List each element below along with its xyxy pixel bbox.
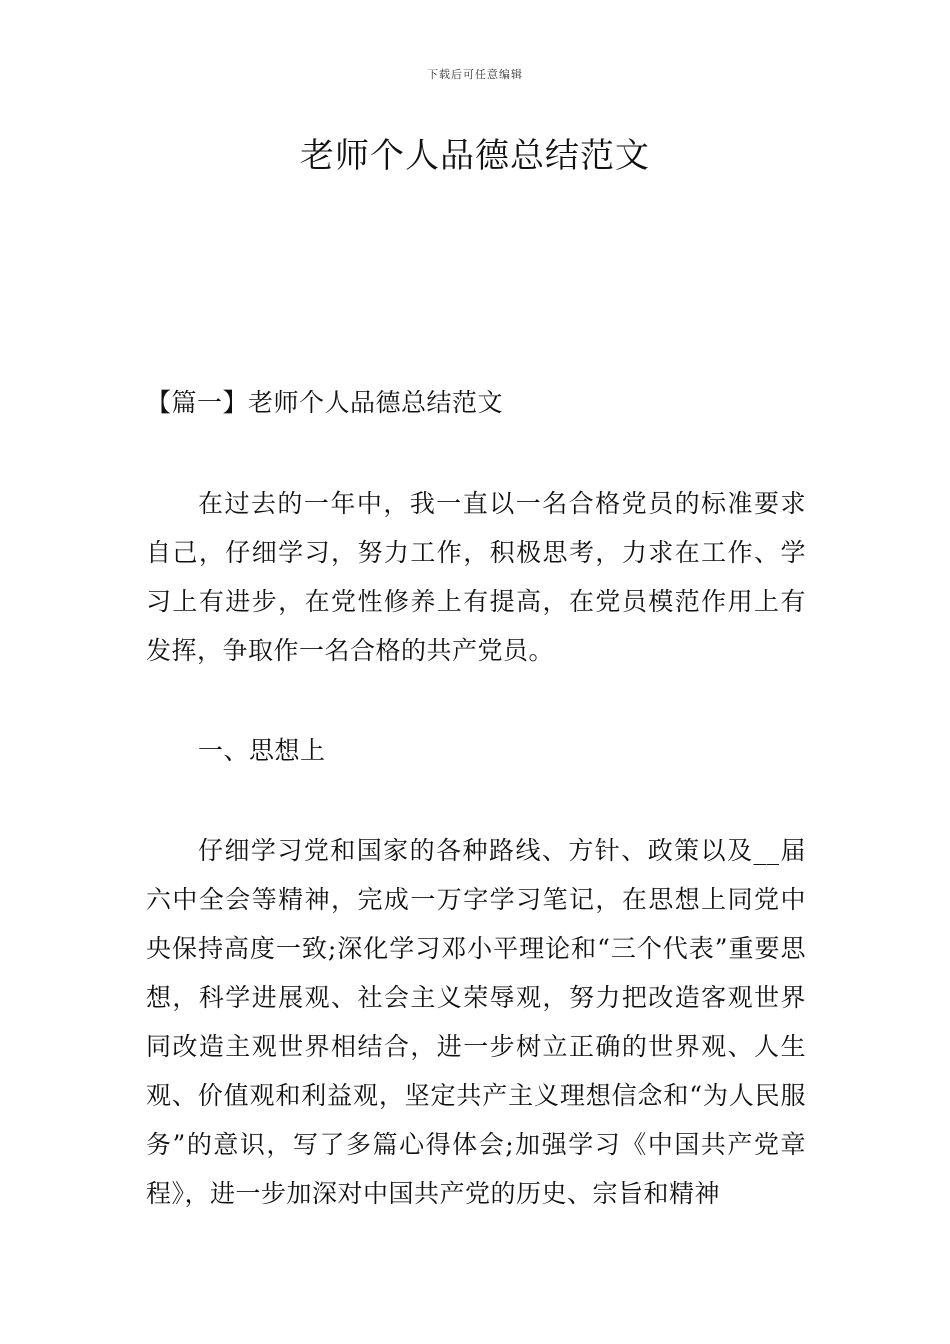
paragraph-ideology: 仔细学习党和国家的各种路线、方针、政策以及__届六中全会等精神，完成一万字学习笔记，在思想上同党中央保持高度一致;深化学习邓小平理论和“三个代表”重要思想，科学进展观、社会主义荣辱观，努力把改造客观世界同改造主观世界相结合，进一步树立正确的世界观、人生观、价值观和利益观，坚定共产主义理想信念和“为人民服务”的意识，写了多篇心得体会;加强学习《中国共产党章程》，进一步加深对中国共产党的历史、宗旨和精神 bbox=[146, 836, 806, 1208]
document-title: 老师个人品德总结范文 bbox=[300, 136, 650, 176]
subheading-ideology: 一、思想上 bbox=[198, 736, 326, 765]
document-body bbox=[146, 378, 806, 1218]
header-note: 下载后可任意编辑 bbox=[427, 68, 523, 81]
paragraph-intro: 在过去的一年中，我一直以一名合格党员的标准要求自己，仔细学习，努力工作，积极思考，力求在工作、学习上有进步，在党性修养上有提高，在党员模范作用上有发挥，争取作一名合格的共产党员。 bbox=[146, 489, 806, 665]
section-heading: 【篇一】老师个人品德总结范文 bbox=[146, 388, 504, 417]
